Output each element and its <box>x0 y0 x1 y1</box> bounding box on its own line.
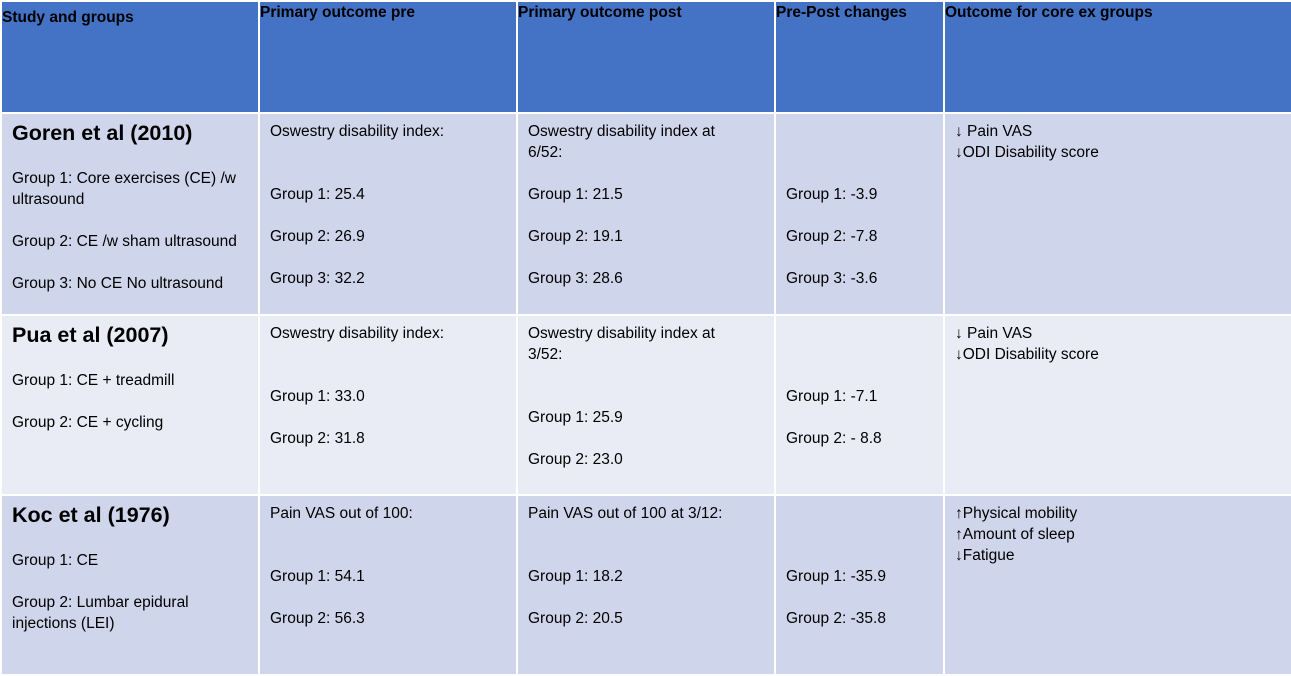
pre-value: Group 1: 25.4 <box>270 186 365 203</box>
pre-value: Group 2: 31.8 <box>270 430 365 447</box>
change-cell <box>775 113 944 315</box>
header-study: Study and groups <box>1 1 259 113</box>
outcome-item: ↓ Pain VAS <box>955 325 1033 342</box>
post-value: Group 1: 21.5 <box>528 186 623 203</box>
pre-cell <box>259 315 517 495</box>
header-outcome: Outcome for core ex groups <box>944 1 1291 113</box>
pre-value: Group 2: 56.3 <box>270 610 365 627</box>
study-title: Goren et al (2010) <box>12 121 193 145</box>
table-row <box>1 113 1291 315</box>
post-value: Group 2: 23.0 <box>528 451 623 468</box>
post-value: Group 2: 20.5 <box>528 610 623 627</box>
header-change: Pre-Post changes <box>775 1 944 113</box>
outcome-item: ↓ODI Disability score <box>955 346 1099 363</box>
pre-label: Pain VAS out of 100: <box>270 505 413 522</box>
post-value: Group 3: 28.6 <box>528 270 623 287</box>
post-cell <box>517 315 775 495</box>
change-value: Group 3: -3.6 <box>786 270 878 287</box>
study-cell <box>1 315 259 495</box>
change-value: Group 1: -7.1 <box>786 388 878 405</box>
group-label: Group 1: Core exercises (CE) /w ultrasound <box>12 170 241 208</box>
post-value: Group 2: 19.1 <box>528 228 623 245</box>
group-label: Group 2: CE /w sham ultrasound <box>12 233 237 250</box>
outcome-cell <box>944 495 1291 675</box>
change-cell <box>775 315 944 495</box>
outcome-item: ↓ODI Disability score <box>955 144 1099 161</box>
study-cell <box>1 495 259 675</box>
study-title: Pua et al (2007) <box>12 323 169 347</box>
pre-label: Oswestry disability index: <box>270 325 445 342</box>
pre-value: Group 1: 54.1 <box>270 568 365 585</box>
outcome-item: ↓ Pain VAS <box>955 123 1033 140</box>
pre-value: Group 2: 26.9 <box>270 228 365 245</box>
outcome-cell <box>944 113 1291 315</box>
outcome-item: ↑Physical mobility <box>955 505 1078 522</box>
table-row <box>1 495 1291 675</box>
group-label: Group 2: Lumbar epidural injections (LEI) <box>12 594 193 632</box>
study-title: Koc et al (1976) <box>12 503 170 527</box>
outcome-cell <box>944 315 1291 495</box>
post-value: Group 1: 18.2 <box>528 568 623 585</box>
pre-cell <box>259 495 517 675</box>
study-cell <box>1 113 259 315</box>
post-cell <box>517 495 775 675</box>
pre-value: Group 3: 32.2 <box>270 270 365 287</box>
group-label: Group 2: CE + cycling <box>12 414 164 431</box>
change-value: Group 2: -7.8 <box>786 228 878 245</box>
post-label: Oswestry disability index at 6/52: <box>528 123 720 161</box>
change-value: Group 1: -3.9 <box>786 186 878 203</box>
group-label: Group 3: No CE No ultrasound <box>12 275 224 292</box>
post-label: Pain VAS out of 100 at 3/12: <box>528 505 723 522</box>
table-row <box>1 315 1291 495</box>
header-post: Primary outcome post <box>517 1 775 113</box>
change-cell <box>775 495 944 675</box>
post-cell <box>517 113 775 315</box>
post-label: Oswestry disability index at 3/52: <box>528 325 720 363</box>
header-pre: Primary outcome pre <box>259 1 517 113</box>
pre-value: Group 1: 33.0 <box>270 388 365 405</box>
pre-cell <box>259 113 517 315</box>
change-value: Group 1: -35.9 <box>786 568 886 585</box>
post-value: Group 1: 25.9 <box>528 409 623 426</box>
change-value: Group 2: - 8.8 <box>786 430 882 447</box>
outcome-item: ↓Fatigue <box>955 547 1015 564</box>
header-row <box>1 1 1291 113</box>
outcome-item: ↑Amount of sleep <box>955 526 1075 543</box>
change-value: Group 2: -35.8 <box>786 610 886 627</box>
pre-label: Oswestry disability index: <box>270 123 445 140</box>
group-label: Group 1: CE <box>12 552 99 569</box>
group-label: Group 1: CE + treadmill <box>12 372 175 389</box>
